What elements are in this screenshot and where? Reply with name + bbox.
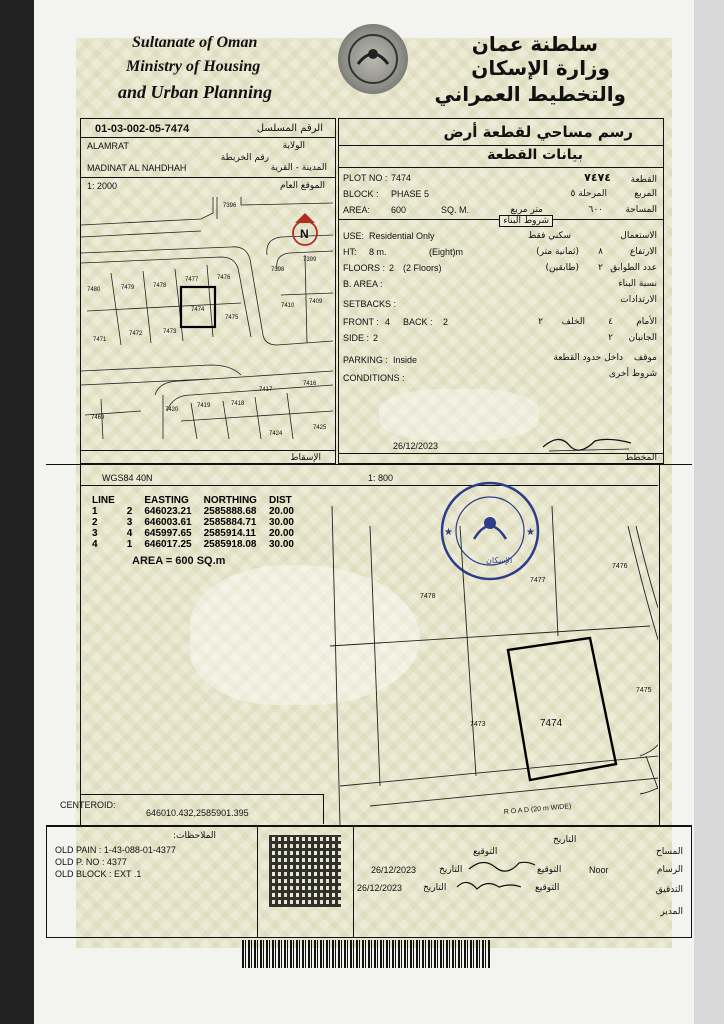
survey-title-ar: رسم مساحي لقطعة أرض bbox=[443, 123, 633, 141]
svg-text:★: ★ bbox=[444, 527, 453, 538]
table-row: 1 2 646023.21 2585888.68 20.00 bbox=[92, 506, 294, 517]
checker-label-ar: التدقيق bbox=[655, 885, 683, 895]
area-label: AREA: bbox=[343, 205, 371, 215]
logo-emblem-icon bbox=[338, 24, 408, 94]
use-label: USE: bbox=[343, 231, 365, 241]
site-label-7471: 7471 bbox=[93, 337, 107, 343]
projection-label-ar: الإسقاط bbox=[290, 453, 321, 463]
use-value: Residential Only bbox=[369, 231, 435, 241]
surveyor-label-ar: المساح bbox=[655, 847, 683, 857]
side-ar-value: ٢ bbox=[608, 333, 613, 343]
height-words: (Eight)m bbox=[429, 247, 464, 257]
sign-label-ar-3: التوقيع bbox=[535, 883, 560, 893]
height-ar-words: (ثمانية متر) bbox=[536, 247, 579, 257]
plot-label-7474: 7474 bbox=[540, 718, 563, 729]
site-label-7416: 7416 bbox=[303, 381, 317, 387]
block-value: PHASE 5 bbox=[391, 189, 430, 199]
site-label-7472: 7472 bbox=[129, 331, 143, 337]
col-dist: DIST bbox=[268, 495, 292, 506]
survey-drawing bbox=[80, 486, 658, 826]
site-label-7476: 7476 bbox=[217, 275, 231, 281]
height-label: HT: bbox=[343, 247, 357, 257]
date-label-ar-3: التاريخ bbox=[423, 883, 447, 893]
neighbor-7477: 7477 bbox=[530, 577, 546, 584]
parking-value: Inside bbox=[393, 355, 418, 365]
header-ar-line1: سلطنة عمان bbox=[471, 32, 598, 56]
site-map bbox=[81, 195, 333, 439]
qr-code-icon bbox=[269, 835, 341, 907]
road-label: R O A D (20 m WIDE) bbox=[503, 803, 572, 816]
floors-words: (2 Floors) bbox=[403, 263, 442, 273]
svg-text:★: ★ bbox=[526, 527, 535, 538]
use-ar-label: الاستعمال bbox=[620, 231, 657, 241]
drafter-signature-icon bbox=[467, 855, 537, 875]
use-ar-value: سكني فقط bbox=[528, 231, 571, 241]
site-label-7409: 7409 bbox=[309, 299, 323, 305]
neighbor-7473: 7473 bbox=[470, 721, 486, 728]
plot-data-box bbox=[338, 118, 664, 464]
plot-data-title-ar: بيانات القطعة bbox=[487, 147, 583, 163]
front-ar-value: ٤ bbox=[608, 317, 613, 327]
site-label-7479: 7479 bbox=[121, 285, 135, 291]
site-label-7477: 7477 bbox=[185, 277, 199, 283]
floors-label: FLOORS : bbox=[343, 263, 386, 273]
north-arrow-icon bbox=[293, 213, 317, 245]
site-label-7478: 7478 bbox=[153, 283, 167, 289]
map-number-label-ar: رقم الخريطة bbox=[220, 153, 269, 163]
old-pain: OLD PAIN : 1-43-088-01-4377 bbox=[55, 845, 176, 855]
setbacks-label: SETBACKS : bbox=[343, 299, 397, 309]
survey-drawing-box bbox=[46, 464, 692, 826]
date-1: 26/12/2023 bbox=[371, 865, 417, 875]
area-ar-label: المساحة bbox=[625, 205, 657, 215]
side-ar-label: الجانبان bbox=[628, 333, 657, 343]
site-label-7417: 7417 bbox=[259, 387, 273, 393]
back-value: 2 bbox=[443, 317, 449, 327]
header-ar-line2: وزارة الإسكان bbox=[471, 56, 610, 80]
sign-label-ar-2: التوقيع bbox=[537, 865, 562, 875]
header-en-line2: Ministry of Housing bbox=[126, 58, 261, 75]
centeroid-label: CENTEROID: bbox=[60, 800, 116, 810]
neighbor-7478: 7478 bbox=[420, 593, 436, 600]
side-label: SIDE : bbox=[343, 333, 370, 343]
location-box bbox=[80, 118, 336, 464]
plot-no-value: 7474 bbox=[391, 173, 412, 183]
date-label-ar-1: التاريخ bbox=[553, 835, 577, 845]
date-label-ar-2: التاريخ bbox=[439, 865, 463, 875]
drafter-name: Noor bbox=[589, 865, 609, 875]
front-ar-label: الأمام bbox=[636, 317, 657, 327]
conditions-heading-ar: شروط البناء bbox=[499, 215, 553, 227]
floors-value: 2 bbox=[389, 263, 395, 273]
parking-ar-label: موقف bbox=[633, 353, 657, 363]
neighbor-7476: 7476 bbox=[612, 563, 628, 570]
header-ar-line3: والتخطيط العمراني bbox=[434, 82, 626, 106]
neighbor-7475: 7475 bbox=[636, 687, 652, 694]
city-label-ar: المدينة - القرية bbox=[270, 163, 327, 173]
city-value: MADINAT AL NAHDHAH bbox=[87, 163, 187, 173]
barcode-icon bbox=[242, 940, 490, 968]
col-northing: NORTHING bbox=[203, 495, 257, 506]
survey-scale: 1: 800 bbox=[368, 473, 394, 483]
site-label-7424: 7424 bbox=[269, 431, 283, 437]
site-label-7425: 7425 bbox=[313, 425, 327, 431]
manager-label-ar: المدير bbox=[660, 907, 683, 917]
col-easting: EASTING bbox=[144, 495, 189, 506]
plot-no-ar-label: القطعة bbox=[630, 175, 657, 185]
header-en-line1: Sultanate of Oman bbox=[132, 34, 258, 51]
serial-label-ar: الرقم المسلسل bbox=[256, 123, 323, 134]
notes-label-ar: الملاحظات: bbox=[173, 831, 217, 841]
header-en-line3: and Urban Planning bbox=[118, 82, 273, 102]
floors-ar-value: ٢ bbox=[598, 263, 603, 273]
back-ar-value: ٢ bbox=[538, 317, 543, 327]
parking-label: PARKING : bbox=[343, 355, 388, 365]
site-label-7473: 7473 bbox=[163, 329, 177, 335]
centeroid-value: 646010.432,2585901.395 bbox=[146, 808, 249, 818]
site-label-7475: 7475 bbox=[225, 315, 239, 321]
height-ar-label: الارتفاع bbox=[629, 247, 657, 257]
site-label-7474: 7474 bbox=[191, 307, 205, 313]
col-line: LINE bbox=[92, 495, 115, 506]
other-conditions-ar-label: شروط أخرى bbox=[608, 369, 657, 379]
plot-no-label: PLOT NO : bbox=[343, 173, 388, 183]
height-ar-value: ٨ bbox=[598, 247, 603, 257]
footer-box bbox=[46, 826, 692, 938]
parking-ar-value: داخل حدود القطعة bbox=[553, 353, 623, 363]
wilayat-label-ar: الولاية bbox=[282, 141, 305, 151]
seal-text: الإسكان bbox=[486, 556, 513, 565]
back-ar-label: الخلف bbox=[561, 317, 585, 327]
front-label: FRONT : bbox=[343, 317, 379, 327]
checker-signature-icon bbox=[455, 875, 525, 895]
drafter-label-ar: الرسام bbox=[656, 865, 683, 875]
table-row: 3 4 645997.65 2585914.11 20.00 bbox=[92, 528, 294, 539]
block-label: BLOCK : bbox=[343, 189, 379, 199]
block-ar-label: المربع bbox=[634, 189, 657, 199]
site-label-7469: 7469 bbox=[91, 415, 105, 421]
general-scale: 1: 2000 bbox=[87, 181, 118, 191]
other-conditions-label: CONDITIONS : bbox=[343, 373, 405, 383]
floors-ar-words: (طابقين) bbox=[545, 263, 579, 273]
floors-ar-label: عدد الطوابق bbox=[610, 263, 657, 273]
front-value: 4 bbox=[385, 317, 391, 327]
planner-label-ar: المخطط bbox=[624, 453, 657, 463]
ministry-logo bbox=[338, 24, 408, 94]
area-ar-value: ٦٠٠ bbox=[588, 205, 603, 215]
area-value: 600 bbox=[391, 205, 407, 215]
area-unit: SQ. M. bbox=[441, 205, 470, 215]
height-value: 8 m. bbox=[369, 247, 387, 257]
site-label-7410: 7410 bbox=[281, 303, 295, 309]
area-ar-unit: متر مربع bbox=[510, 205, 543, 215]
plot-no-ar-value: ٧٤٧٤ bbox=[584, 171, 611, 184]
table-row: 4 1 646017.25 2585918.08 30.00 bbox=[92, 539, 294, 550]
site-label-7480: 7480 bbox=[87, 287, 101, 293]
side-value: 2 bbox=[373, 333, 379, 343]
old-block: OLD BLOCK : EXT .1 bbox=[55, 869, 142, 879]
building-area-ar-label: نسبة البناء bbox=[618, 279, 657, 289]
serial-number: 01-03-002-05-7474 bbox=[95, 123, 190, 135]
setbacks-ar-label: الارتدادات bbox=[620, 295, 657, 305]
general-site-label-ar: الموقع العام bbox=[280, 181, 325, 191]
site-label-7396: 7396 bbox=[223, 203, 237, 209]
back-label: BACK : bbox=[403, 317, 433, 327]
sign-label-ar-1: التوقيع bbox=[473, 847, 498, 857]
survey-document bbox=[55, 32, 683, 948]
date-2: 26/12/2023 bbox=[357, 883, 403, 893]
building-area-label: B. AREA : bbox=[343, 279, 383, 289]
north-label: N bbox=[300, 227, 309, 241]
watermark-emblem bbox=[379, 389, 539, 441]
block-ar-value: المرحلة ٥ bbox=[570, 189, 607, 199]
site-label-7420: 7420 bbox=[165, 407, 179, 413]
site-label-7398: 7398 bbox=[271, 267, 285, 273]
area-summary: AREA = 600 SQ.m bbox=[132, 555, 226, 567]
site-label-7418: 7418 bbox=[231, 401, 245, 407]
conditions-date: 26/12/2023 bbox=[393, 441, 439, 451]
wilayat-value: ALAMRAT bbox=[87, 141, 129, 151]
table-row: 2 3 646003.61 2585884.71 30.00 bbox=[92, 517, 294, 528]
site-label-7419: 7419 bbox=[197, 403, 211, 409]
datum-label: WGS84 40N bbox=[102, 473, 153, 483]
old-plot-no: OLD P. NO : 4377 bbox=[55, 857, 127, 867]
site-label-7399: 7399 bbox=[303, 257, 317, 263]
